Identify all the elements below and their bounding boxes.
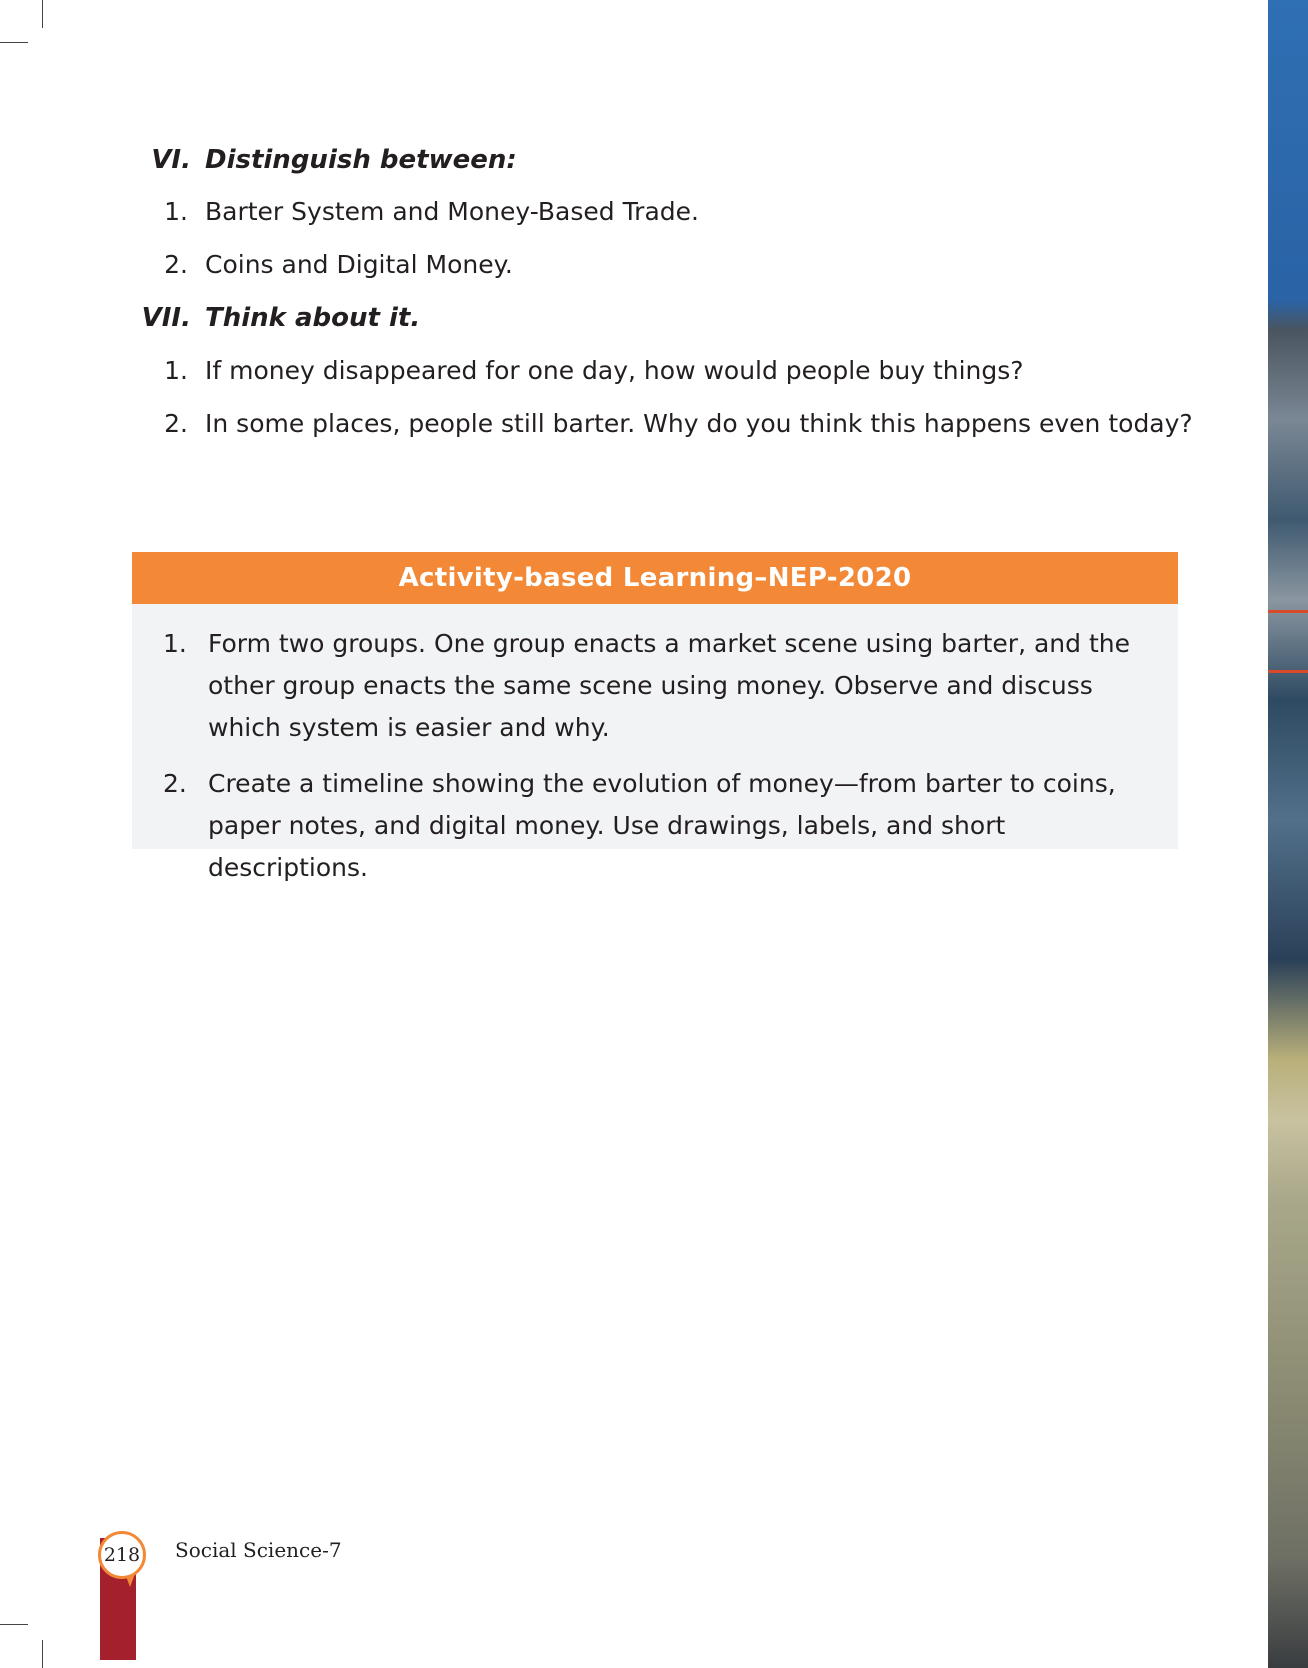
crop-mark [42, 1640, 43, 1668]
crop-mark [0, 1624, 28, 1625]
section-numeral: VI. [151, 145, 191, 175]
book-title: Social Science-7 [175, 1538, 342, 1562]
section-title: Think about it. [205, 303, 421, 333]
side-image-strip [1268, 0, 1308, 1668]
crop-mark [0, 42, 28, 43]
section-title: Distinguish between: [205, 145, 517, 175]
page-number: 218 [98, 1531, 146, 1579]
crop-mark [42, 0, 43, 28]
activity-box: Activity-based Learning–NEP-2020 1. Form two groups. One group enacts a market scene using barter, and the other group enacts the same scene using money. Observe and discuss which system is easier and why. 2. Create a timeline showing the evolution of money—from barter to coins, paper notes, and digital money. Use drawings, labels, and short descriptions. [132, 552, 1178, 849]
section-numeral: VII. [141, 303, 191, 333]
activity-title: Activity-based Learning–NEP-2020 [132, 552, 1178, 604]
